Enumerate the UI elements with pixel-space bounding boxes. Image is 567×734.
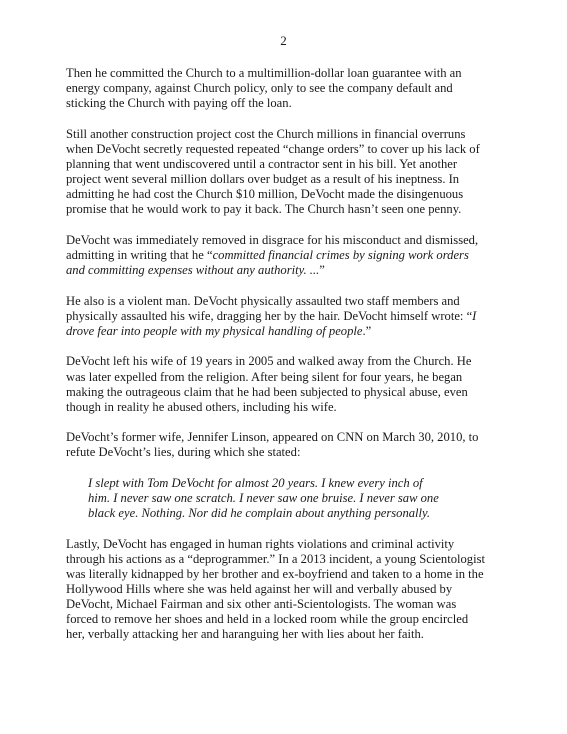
violence-text-end: .”: [362, 323, 372, 338]
paragraph-deprogrammer: Lastly, DeVocht has engaged in human rights violations and criminal activity through his actions as a “deprogrammer.” In a 2013 incident, a young Scientologist was literally kidnapped by her brother and ex-boyfriend and taken to a home in the Hollywood Hills where she was held against her will and verbally abused by DeVocht, Michael Fairman and six other anti-Scientologists. The woman was forced to remove her shoes and held in a locked room while the group encircled her, verbally attacking her and haranguing her with lies about her faith.: [66, 536, 485, 642]
page-number: 2: [280, 33, 287, 48]
document-body: [66, 66, 514, 658]
paragraph-loan-guarantee: Then he committed the Church to a multimillion-dollar loan guarantee with an energy company, against Church policy, only to see the company default and sticking the Church with paying off the loan.: [66, 66, 462, 111]
paragraph-cnn-appearance: DeVocht’s former wife, Jennifer Linson, appeared on CNN on March 30, 2010, to refute DeVocht’s lies, during which she stated:: [66, 430, 479, 460]
dismissal-quote: committed financial crimes by signing work orders and committing expenses without any authority. ...: [66, 247, 469, 278]
paragraph-construction-overruns: Still another construction project cost the Church millions in financial overruns when DeVocht secretly requested repeated “change orders” to cover up his lack of planning that went undiscovered until a contractor sent in his bill. Yet another project went several million dollars over budget as a result of his ineptness. In admitting he had cost the Church $10 million, DeVocht made the disingenuous promise that he would work to pay it back. The Church hasn’t seen one penny.: [66, 126, 480, 217]
paragraph-expulsion: DeVocht left his wife of 19 years in 2005 and walked away from the Church. He was later expelled from the religion. After being silent for four years, he began making the outrageous claim that he had been subjected to physical abuse, even though in reality he abused others, including his wife.: [66, 354, 472, 414]
block-quote: I slept with Tom DeVocht for almost 20 years. I knew every inch of him. I never saw one scratch. I never saw one bruise. I never saw one black eye. Nothing. Nor did he complain about anything personally.: [88, 475, 439, 521]
dismissal-text-end: ”: [319, 263, 325, 278]
violence-text: He also is a violent man. DeVocht physically assaulted two staff members and physically assaulted his wife, dragging her by the hair. DeVocht himself wrote: “: [66, 293, 473, 323]
paragraph-violence: [66, 294, 514, 339]
paragraph-dismissal: [66, 233, 514, 278]
dismissal-text: DeVocht was immediately removed in disgrace for his misconduct and dismissed, admitting in writing that he “: [66, 232, 479, 262]
violence-quote: I drove fear into people with my physical handling of people: [66, 308, 477, 338]
